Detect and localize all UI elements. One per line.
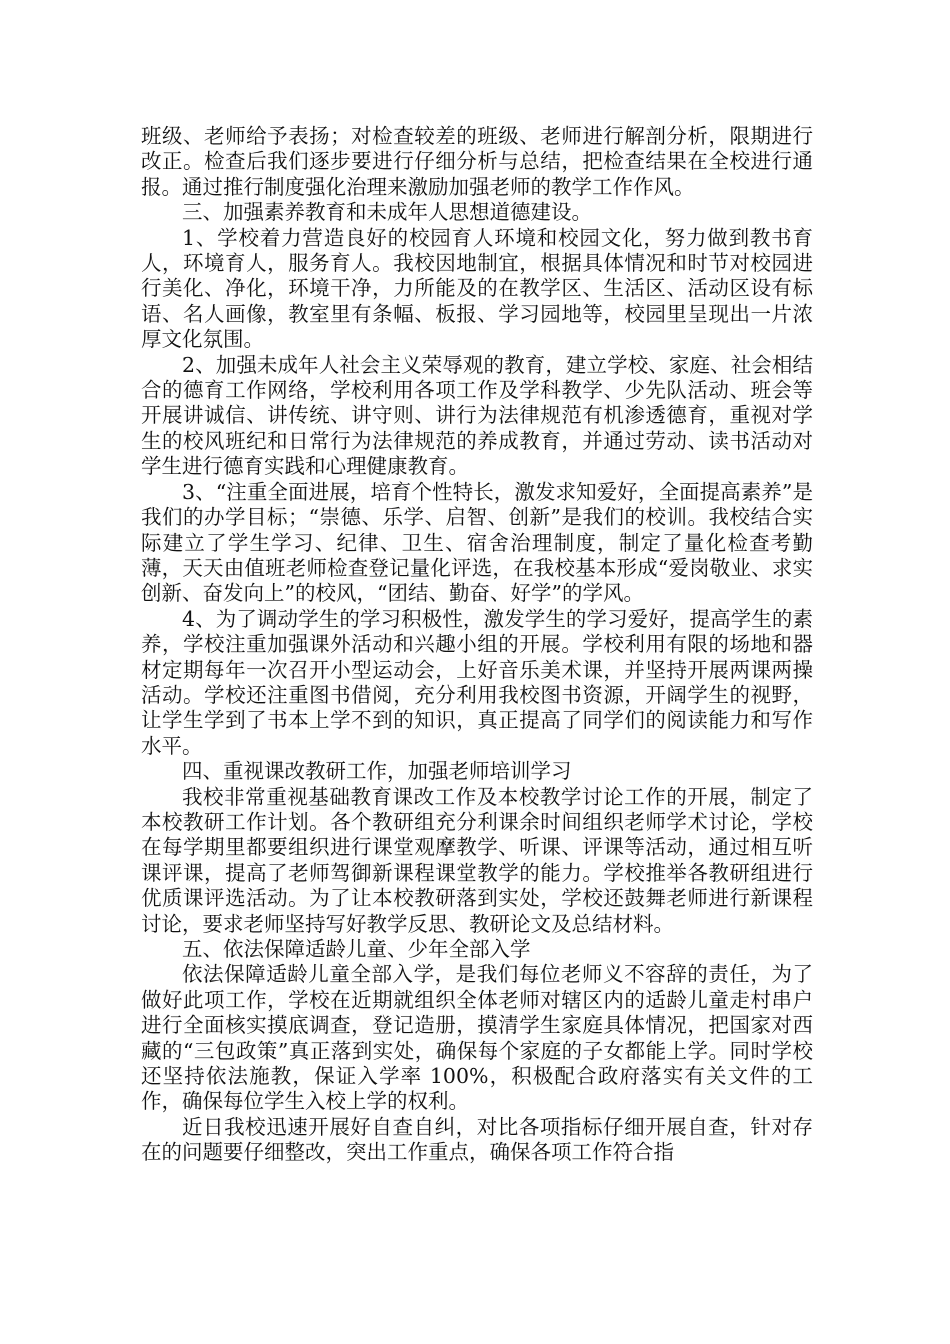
document-page [141,124,813,1166]
paragraph-4-1: 我校非常重视基础教育课改工作及本校教学讨论工作的开展，制定了本校教研工作计划。各个教研组充分利课余时间组织老师学术讨论，学校在每学期里都要组织进行课堂观摩教学、听课、评课等活动，通过相互听课评课，提高了老师驾御新课程课堂教学的能力。学校推举各教研组进行优质课评选活动。为了让本校教研落到实处，学校还鼓舞老师进行新课程讨论，要求老师坚持写好教学反思、教研论文及总结材料。 [141,784,813,936]
paragraph-closing: 近日我校迅速开展好自查自纠，对比各项指标仔细开展自查，针对存在的问题要仔细整改，突出工作重点，确保各项工作符合指 [141,1114,813,1165]
paragraph-3-4: 4、为了调动学生的学习积极性，激发学生的学习爱好，提高学生的素养，学校注重加强课外活动和兴趣小组的开展。学校利用有限的场地和器材定期每年一次召开小型运动会，上好音乐美术课，并坚持开展两课两操活动。学校还注重图书借阅，充分利用我校图书资源，开阔学生的视野，让学生学到了书本上学不到的知识，真正提高了同学们的阅读能力和写作水平。 [141,606,813,758]
paragraph-3-1: 1、学校着力营造良好的校园育人环境和校园文化，努力做到教书育人，环境育人，服务育人。我校因地制宜，根据具体情况和时节对校园进行美化、净化，环境干净，力所能及的在教学区、生活区、活动区设有标语、名人画像，教室里有条幅、板报、学习园地等，校园里呈现出一片浓厚文化氛围。 [141,225,813,352]
paragraph-3-2: 2、加强未成年人社会主义荣辱观的教育，建立学校、家庭、社会相结合的德育工作网络，学校利用各项工作及学科教学、少先队活动、班会等开展讲诚信、讲传统、讲守则、讲行为法律规范有机渗透德育，重视对学生的校风班纪和日常行为法律规范的养成教育，并通过劳动、读书活动对学生进行德育实践和心理健康教育。 [141,352,813,479]
paragraph-5-1: 依法保障适龄儿童全部入学，是我们每位老师义不容辞的责任，为了做好此项工作，学校在近期就组织全体老师对辖区内的适龄儿童走村串户进行全面核实摸底调查，登记造册，摸清学生家庭具体情况，把国家对西藏的“三包政策”真正落到实处，确保每个家庭的子女都能上学。同时学校还坚持依法施教，保证入学率 100%，积极配合政府落实有关文件的工作，确保每位学生入校上学的权利。 [141,962,813,1114]
section-heading-4: 四、重视课改教研工作，加强老师培训学习 [182,759,572,784]
section-heading-3: 三、加强素养教育和未成年人思想道德建设。 [182,200,592,225]
section-heading-5: 五、依法保障适龄儿童、少年全部入学 [182,937,531,961]
paragraph-1: 班级、老师给予表扬；对检查较差的班级、老师进行解剖分析，限期进行改正。检查后我们逐步要进行仔细分析与总结，把检查结果在全校进行通报。通过推行制度强化治理来激励加强老师的教学工作作风。 [141,124,813,199]
paragraph-3-3: 3、“注重全面进展，培育个性特长，激发求知爱好，全面提高素养”是我们的办学目标；“崇德、乐学、启智、创新”是我们的校训。我校结合实际建立了学生学习、纪律、卫生、宿舍治理制度，制定了量化检查考勤薄，天天由值班老师检查登记量化评选，在我校基本形成“爱岗敬业、求实创新、奋发向上”的校风，“团结、勤奋、好学”的学风。 [141,479,813,606]
